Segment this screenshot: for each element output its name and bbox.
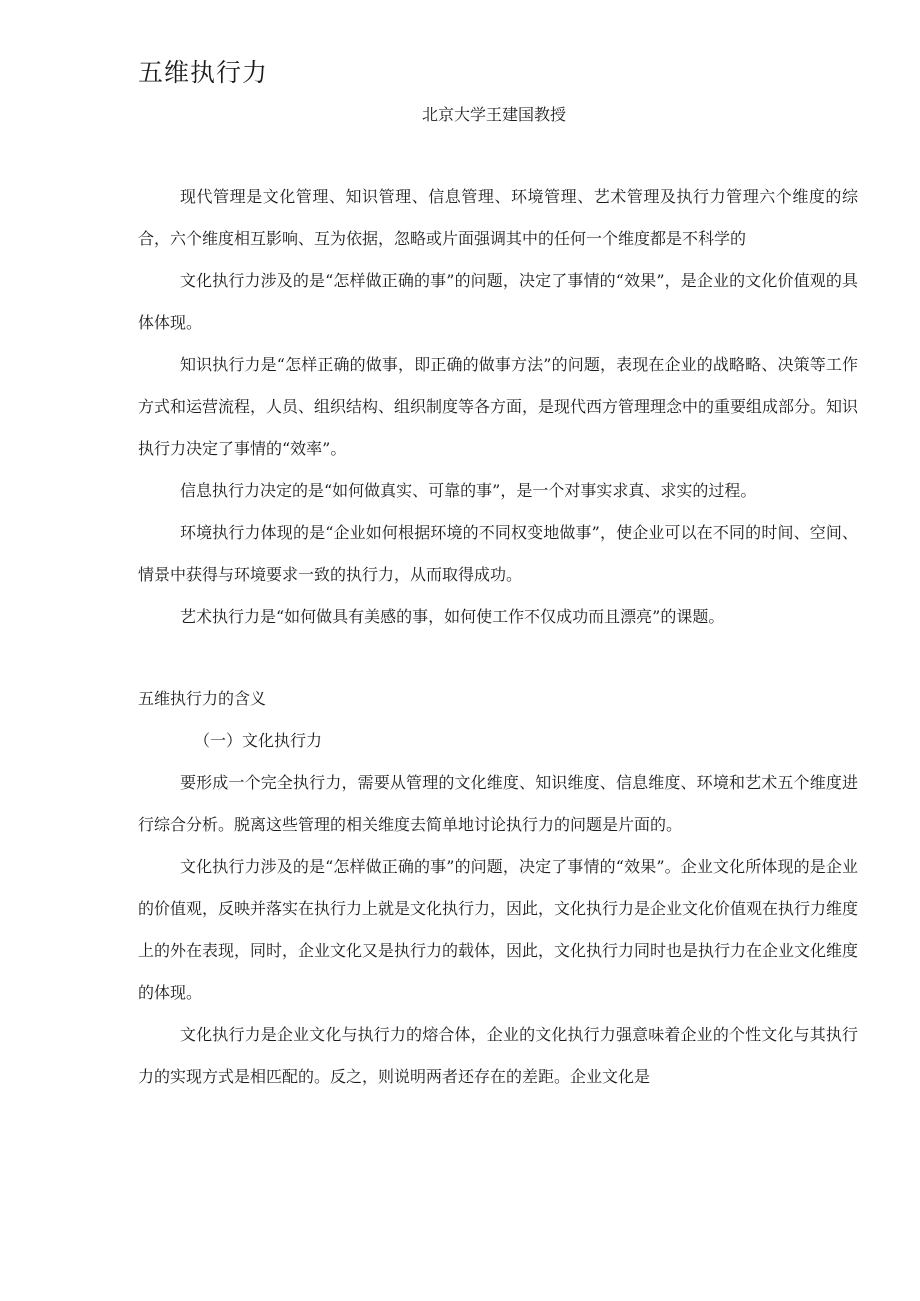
intro-paragraph-4: 信息执行力决定的是“如何做真实、可靠的事”，是一个对事实求真、求实的过程。 — [180, 481, 757, 500]
intro-paragraph-1: 现代管理是文化管理、知识管理、信息管理、环境管理、艺术管理及执行力管理六个维度的综合，六个维度相互影响、互为依据，忽略或片面强调其中的任何一个维度都是不科学的 — [138, 187, 858, 248]
intro-paragraph-5: 环境执行力体现的是“企业如何根据环境的不同权变地做事”，使企业可以在不同的时间、空间、情景中获得与环境要求一致的执行力，从而取得成功。 — [138, 523, 858, 584]
author-line: 北京大学王建国教授 — [421, 105, 566, 124]
section-paragraph-2: 文化执行力涉及的是“怎样做正确的事”的问题，决定了事情的“效果”。企业文化所体现的是企业的价值观，反映并落实在执行力上就是文化执行力，因此，文化执行力是企业文化价值观在执行力维度上的外在表现，同时，企业文化又是执行力的载体，因此，文化执行力同时也是执行力在企业文化维度的体现。 — [138, 857, 859, 1002]
intro-paragraph-2: 文化执行力涉及的是“怎样做正确的事”的问题，决定了事情的“效果”，是企业的文化价值观的具体体现。 — [138, 271, 858, 332]
intro-section — [138, 176, 858, 638]
meaning-section — [138, 678, 858, 1098]
intro-paragraph-6: 艺术执行力是“如何做具有美感的事，如何使工作不仅成功而且漂亮”的课题。 — [180, 607, 725, 626]
section-heading: 五维执行力的含义 — [138, 689, 267, 708]
subsection-heading: （一）文化执行力 — [194, 731, 323, 750]
document-title: 五维执行力 — [138, 58, 269, 87]
section-paragraph-1: 要形成一个完全执行力，需要从管理的文化维度、知识维度、信息维度、环境和艺术五个维度进行综合分析。脱离这些管理的相关维度去简单地讨论执行力的问题是片面的。 — [138, 773, 858, 834]
section-paragraph-3: 文化执行力是企业文化与执行力的熔合体，企业的文化执行力强意味着企业的个性文化与其执行力的实现方式是相匹配的。反之，则说明两者还存在的差距。企业文化是 — [138, 1025, 858, 1086]
intro-paragraph-3: 知识执行力是“怎样正确的做事，即正确的做事方法”的问题，表现在企业的战略略、决策等工作方式和运营流程，人员、组织结构、组织制度等各方面，是现代西方管理理念中的重要组成部分。知识执行力决定了事情的“效率”。 — [138, 355, 859, 458]
